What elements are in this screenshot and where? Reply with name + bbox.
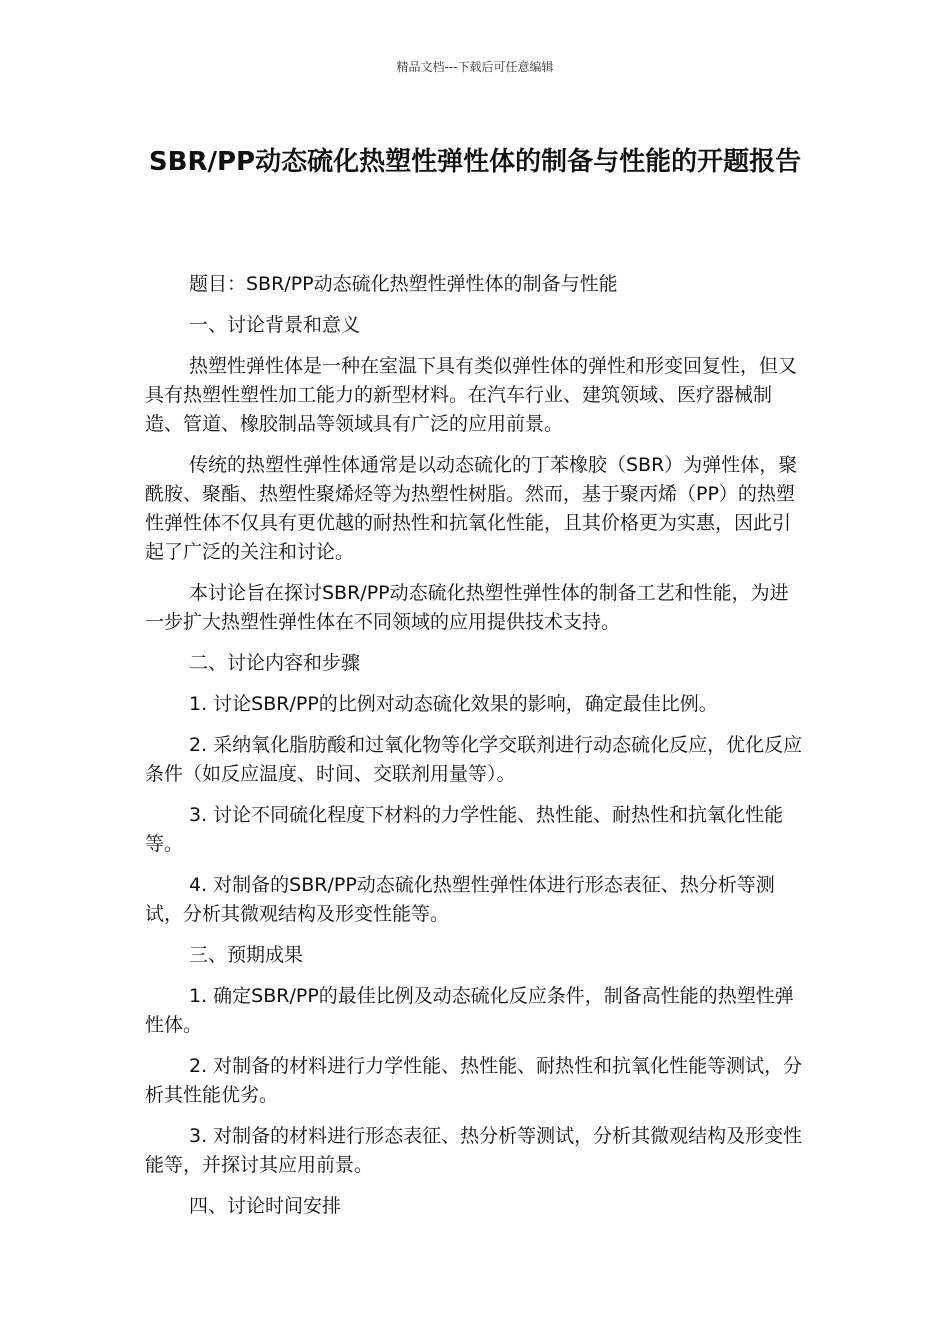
paragraph-background-1: 热塑性弹性体是一种在室温下具有类似弹性体的弹性和形变回复性，但又具有热塑性塑性加工能力的新型材料。在汽车行业、建筑领域、医疗器械制造、管道、橡胶制品等领域具有广泛的应用前景。 — [145, 355, 798, 435]
section-heading-content: 二、讨论内容和步骤 — [189, 652, 361, 674]
document-body — [145, 270, 805, 1233]
section-heading-background: 一、讨论背景和意义 — [189, 314, 361, 336]
content-item-2: 2. 采纳氧化脂肪酸和过氧化物等化学交联剂进行动态硫化反应，优化反应条件（如反应温度、时间、交联剂用量等）。 — [145, 734, 803, 785]
document-title: SBR/PP动态硫化热塑性弹性体的制备与性能的开题报告 — [148, 147, 802, 177]
content-item-3: 3. 讨论不同硫化程度下材料的力学性能、热性能、耐热性和抗氧化性能等。 — [145, 804, 784, 855]
subject-line: 题目：SBR/PP动态硫化热塑性弹性体的制备与性能 — [189, 273, 618, 295]
content-item-4: 4. 对制备的SBR/PP动态硫化热塑性弹性体进行形态表征、热分析等测试，分析其微观结构及形变性能等。 — [145, 874, 775, 925]
result-item-1: 1. 确定SBR/PP的最佳比例及动态硫化反应条件，制备高性能的热塑性弹性体。 — [145, 985, 794, 1036]
section-heading-results: 三、预期成果 — [189, 944, 304, 966]
result-item-2: 2. 对制备的材料进行力学性能、热性能、耐热性和抗氧化性能等测试，分析其性能优劣。 — [145, 1055, 803, 1106]
content-item-1: 1. 讨论SBR/PP的比例对动态硫化效果的影响，确定最佳比例。 — [189, 693, 718, 715]
section-heading-schedule: 四、讨论时间安排 — [189, 1195, 342, 1217]
header-note: 精品文档---下载后可任意编辑 — [396, 60, 554, 74]
paragraph-background-2: 传统的热塑性弹性体通常是以动态硫化的丁苯橡胶（SBR）为弹性体，聚酰胺、聚酯、热塑性聚烯烃等为热塑性树脂。然而，基于聚丙烯（PP）的热塑性弹性体不仅具有更优越的耐热性和抗氧化性能，且其价格更为实惠，因此引起了广泛的关注和讨论。 — [145, 454, 798, 563]
paragraph-background-3: 本讨论旨在探讨SBR/PP动态硫化热塑性弹性体的制备工艺和性能，为进一步扩大热塑性弹性体在不同领域的应用提供技术支持。 — [145, 582, 789, 633]
result-item-3: 3. 对制备的材料进行形态表征、热分析等测试，分析其微观结构及形变性能等，并探讨其应用前景。 — [145, 1125, 803, 1176]
